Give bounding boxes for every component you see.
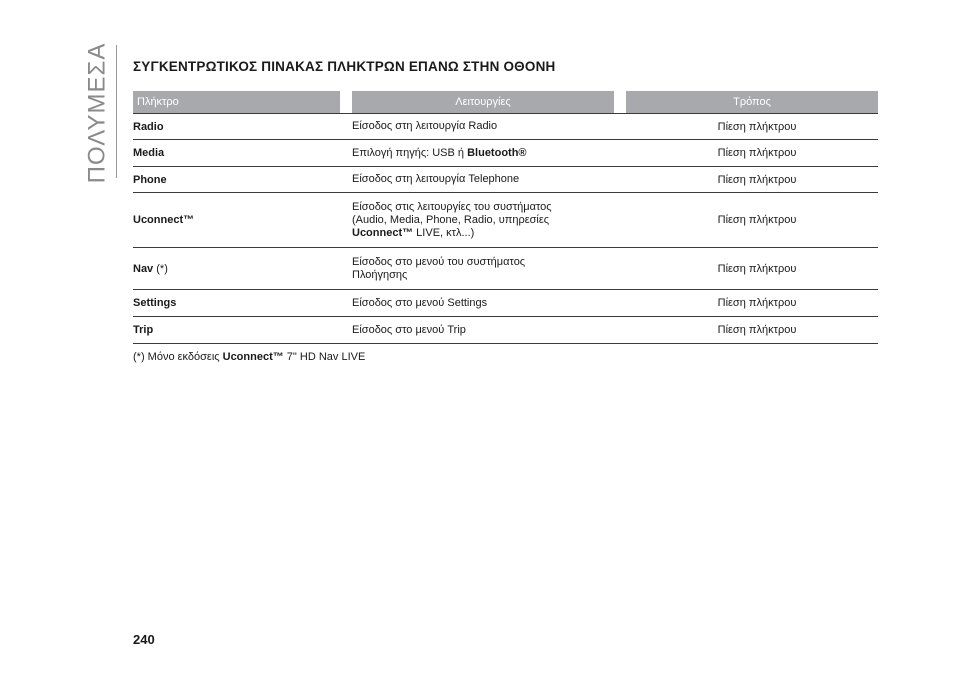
page-title: ΣΥΓΚΕΝΤΡΩΤΙΚΟΣ ΠΙΝΑΚΑΣ ΠΛΗΚΤΡΩΝ ΕΠΑΝΩ ΣΤΗΝ ΟΘΟΝΗ <box>133 59 556 74</box>
footnote-bold: Uconnect™ <box>222 351 284 363</box>
function-text-bold: Uconnect™ <box>352 226 414 239</box>
function-line <box>352 201 614 214</box>
function-line <box>352 256 614 269</box>
key-suffix: (*) <box>153 262 168 275</box>
function-line <box>352 214 614 227</box>
cell-method: Πίεση πλήκτρου <box>717 147 797 159</box>
side-divider <box>116 45 117 178</box>
cell-key <box>133 214 340 226</box>
function-line <box>352 324 614 337</box>
function-line <box>352 269 614 282</box>
cell-function <box>340 324 614 337</box>
table-row <box>133 167 878 193</box>
function-text-plain: (Audio, Media, Phone, Radio, υπηρεσίες <box>352 213 550 226</box>
cell-method: Πίεση πλήκτρου <box>717 297 797 309</box>
key-label: Nav <box>133 262 154 275</box>
function-line <box>352 173 614 186</box>
function-text-plain: Είσοδος στη λειτουργία Telephone <box>352 173 520 185</box>
table-header <box>133 91 878 113</box>
header-method: Τρόπος <box>626 91 878 113</box>
page-number: 240 <box>133 632 155 647</box>
section-side-title-text: ΠΟΛΥΜΕΣΑ <box>83 42 111 183</box>
function-line <box>352 120 614 133</box>
cell-key <box>133 121 340 133</box>
header-function: Λειτουργίες <box>352 91 614 113</box>
footnote-suffix: 7" HD Nav LIVE <box>283 351 366 363</box>
key-label: Uconnect™ <box>133 214 195 226</box>
table-row <box>133 248 878 290</box>
section-side-title <box>82 42 112 183</box>
function-text-plain: Είσοδος στη λειτουργία Radio <box>352 120 498 132</box>
cell-function <box>340 120 614 133</box>
key-label: Radio <box>133 120 164 133</box>
cell-key <box>133 147 340 159</box>
footnote <box>133 351 365 363</box>
function-text-plain: Επιλογή πηγής: USB ή <box>352 146 468 159</box>
cell-function <box>340 297 614 310</box>
table-row <box>133 193 878 248</box>
key-label: Media <box>133 147 165 159</box>
function-text-plain: Είσοδος στο μενού Settings <box>352 296 488 309</box>
table-body <box>133 113 878 344</box>
key-label: Phone <box>133 173 167 186</box>
cell-function <box>340 147 614 160</box>
header-key: Πλήκτρο <box>133 91 340 113</box>
cell-key <box>133 174 340 186</box>
function-text-plain: Είσοδος στο μενού Trip <box>352 323 466 336</box>
cell-function <box>340 201 614 240</box>
cell-method: Πίεση πλήκτρου <box>717 214 797 226</box>
cell-method: Πίεση πλήκτρου <box>717 324 797 336</box>
function-line <box>352 297 614 310</box>
key-label: Settings <box>133 297 177 309</box>
cell-key <box>133 324 340 336</box>
function-text-bold: Bluetooth® <box>467 146 527 159</box>
table-row <box>133 113 878 140</box>
buttons-table <box>133 91 878 344</box>
cell-method: Πίεση πλήκτρου <box>717 262 797 275</box>
function-text-plain: Είσοδος στις λειτουργίες του συστήματος <box>352 200 552 213</box>
table-row <box>133 290 878 317</box>
function-text-plain: Είσοδος στο μενού του συστήματος <box>352 255 526 268</box>
cell-key <box>133 263 340 275</box>
cell-method: Πίεση πλήκτρου <box>717 173 797 186</box>
cell-function <box>340 256 614 282</box>
function-text-plain: Πλοήγησης <box>352 268 408 281</box>
cell-function <box>340 173 614 186</box>
footnote-prefix: (*) Μόνο εκδόσεις <box>133 351 223 363</box>
function-line <box>352 147 614 160</box>
cell-key <box>133 297 340 309</box>
cell-method: Πίεση πλήκτρου <box>717 120 797 133</box>
table-row <box>133 317 878 344</box>
function-text-tail: LIVE, κτλ...) <box>413 226 475 239</box>
key-label: Trip <box>133 324 154 336</box>
function-line <box>352 227 614 240</box>
table-row <box>133 140 878 167</box>
